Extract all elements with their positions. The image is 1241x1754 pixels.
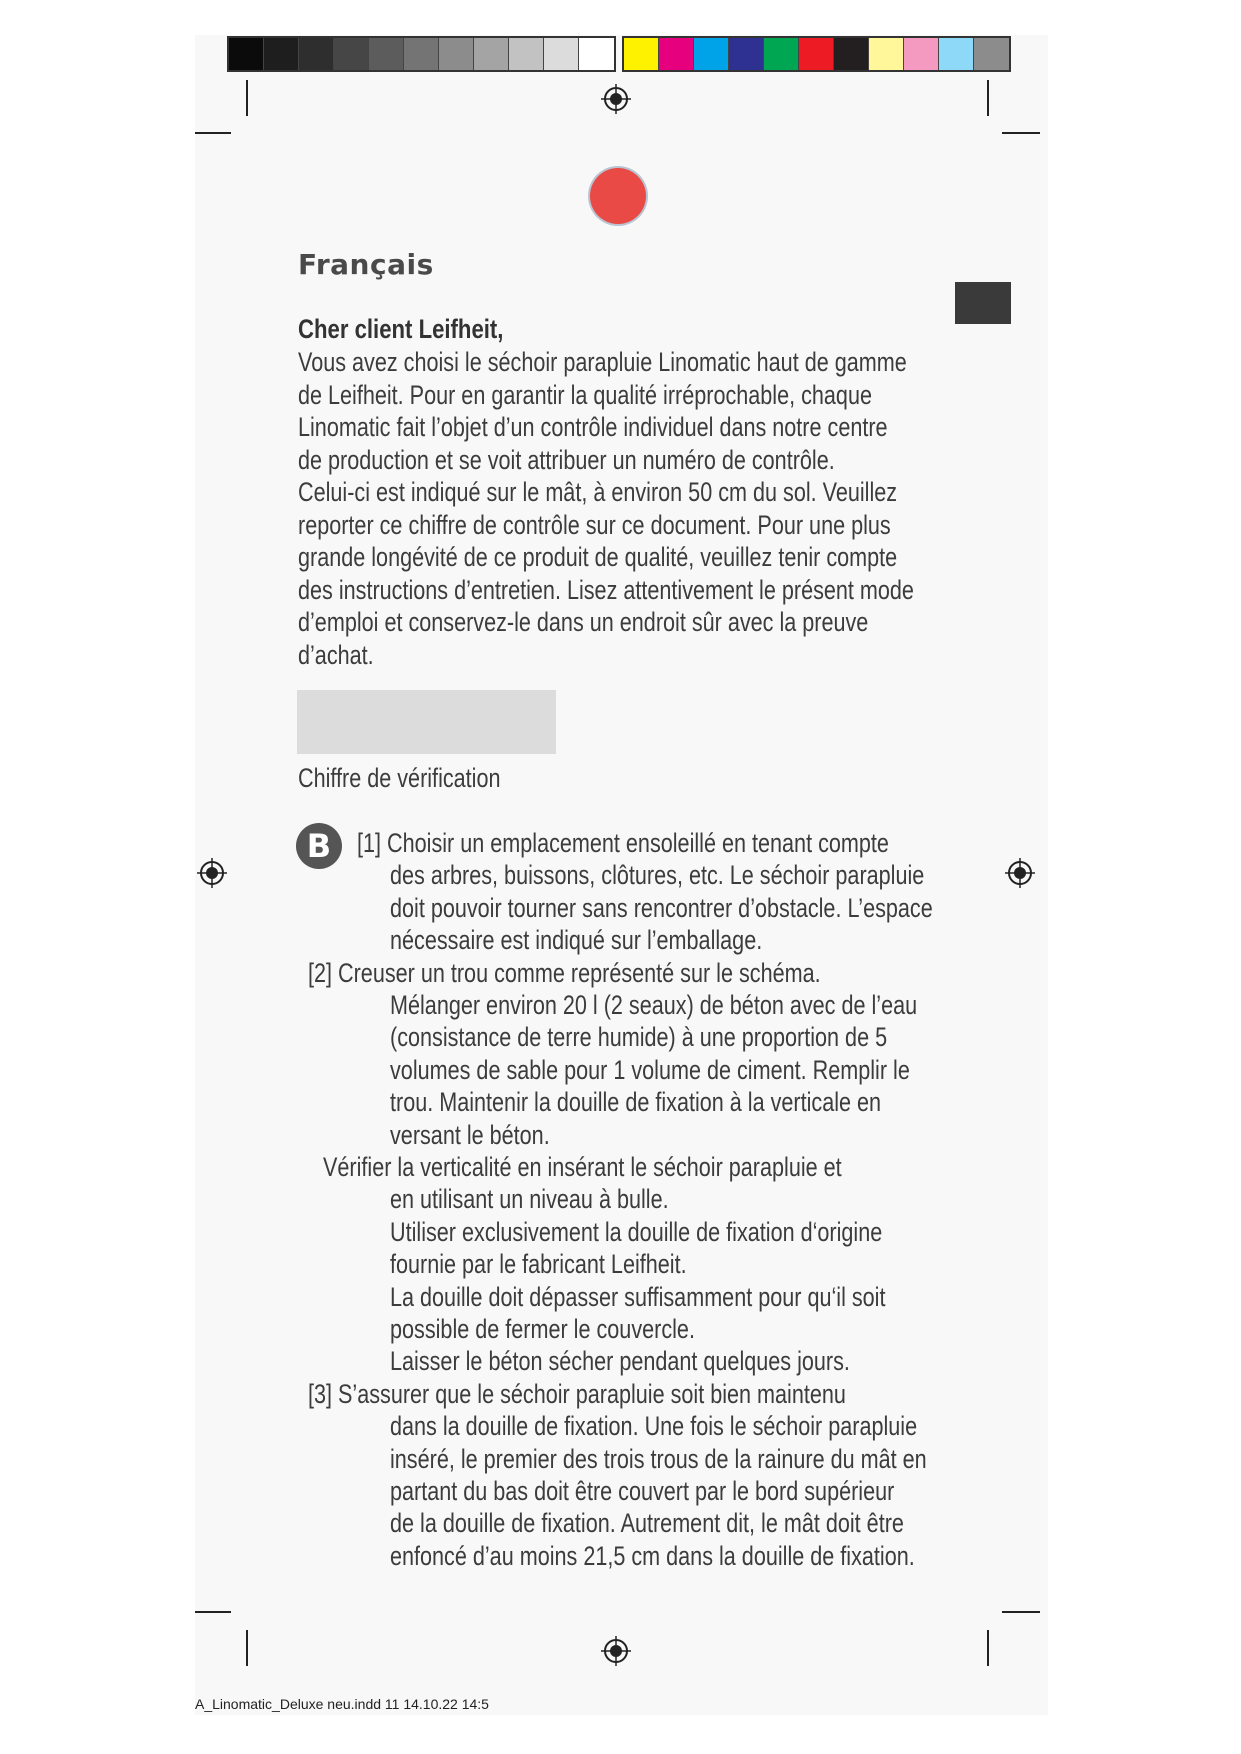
grayscale-swatch xyxy=(404,38,439,70)
crop-mark-top-right-vertical xyxy=(987,80,989,116)
step-line: de la douille de fixation. Autrement dit, le mât doit être xyxy=(390,1508,904,1539)
step-line: Vérifier la verticalité en insérant le séchoir parapluie et xyxy=(323,1152,842,1182)
grayscale-swatch xyxy=(509,38,544,70)
step-line: Laisser le béton sécher pendant quelques jours. xyxy=(390,1346,850,1377)
registration-mark-right-icon xyxy=(1005,858,1035,888)
crop-mark-bottom-left-vertical xyxy=(246,1630,248,1666)
crop-mark-top-left-horizontal xyxy=(195,132,231,134)
intro-line: des instructions d’entretien. Lisez attentivement le présent mode xyxy=(298,574,914,605)
intro-line: d’emploi et conservez-le dans un endroit sûr avec la preuve xyxy=(298,607,869,637)
grayscale-color-bar xyxy=(227,36,616,72)
grayscale-swatch xyxy=(299,38,334,70)
step-line: fournie par le fabricant Leifheit. xyxy=(390,1249,687,1280)
check-number-label: Chiffre de vérification xyxy=(298,763,501,793)
step-line: [2] Creuser un trou comme représenté sur le schéma. xyxy=(308,957,821,988)
grayscale-swatch xyxy=(474,38,509,70)
section-badge: B xyxy=(296,823,342,869)
grayscale-swatch xyxy=(439,38,474,70)
grayscale-swatch xyxy=(579,38,614,70)
intro-line: reporter ce chiffre de contrôle sur ce document. Pour une plus xyxy=(298,509,891,540)
step-line: en utilisant un niveau à bulle. xyxy=(390,1184,669,1215)
process-color-swatch xyxy=(974,38,1009,70)
step-line: (consistance de terre humide) à une proportion de 5 xyxy=(390,1022,888,1053)
red-marker-dot xyxy=(590,168,646,224)
step-line: Mélanger environ 20 l (2 seaux) de béton avec de l’eau xyxy=(390,990,918,1020)
step-line: [1] Choisir un emplacement ensoleillé en tenant compte xyxy=(357,828,889,858)
check-number-field xyxy=(297,690,556,754)
process-color-swatch xyxy=(764,38,799,70)
grayscale-swatch xyxy=(544,38,579,70)
language-tab-marker xyxy=(955,282,1011,324)
crop-mark-bottom-right-horizontal xyxy=(1002,1611,1040,1613)
crop-mark-bottom-left-horizontal xyxy=(195,1611,231,1613)
file-slug: A_Linomatic_Deluxe neu.indd 11 14.10.22 14:5 xyxy=(195,1696,489,1712)
process-color-swatch xyxy=(799,38,834,70)
intro-line: d’achat. xyxy=(298,639,374,670)
intro-paragraph xyxy=(298,346,914,671)
grayscale-swatch xyxy=(264,38,299,70)
intro-line: Linomatic fait l’objet d’un contrôle individuel dans notre centre xyxy=(298,412,888,442)
process-color-swatch xyxy=(939,38,974,70)
step-line: enfoncé d’au moins 21,5 cm dans la douille de fixation. xyxy=(390,1540,915,1571)
step-line: [3] S’assurer que le séchoir parapluie soit bien maintenu xyxy=(308,1378,846,1409)
step-line: trou. Maintenir la douille de fixation à la verticale en xyxy=(390,1087,882,1118)
registration-mark-bottom-icon xyxy=(601,1636,631,1666)
language-heading: Français xyxy=(298,248,434,281)
step-line: dans la douille de fixation. Une fois le séchoir parapluie xyxy=(390,1411,918,1442)
process-color-swatch xyxy=(904,38,939,70)
step-line: des arbres, buissons, clôtures, etc. Le séchoir parapluie xyxy=(390,860,925,891)
process-color-swatch xyxy=(659,38,694,70)
step-line: partant du bas doit être couvert par le bord supérieur xyxy=(390,1476,895,1506)
step-line: doit pouvoir tourner sans rencontrer d’obstacle. L’espace xyxy=(390,892,933,923)
grayscale-swatch xyxy=(229,38,264,70)
process-color-swatch xyxy=(694,38,729,70)
process-color-swatch xyxy=(729,38,764,70)
intro-line: de production et se voit attribuer un numéro de contrôle. xyxy=(298,444,835,475)
intro-line: Celui-ci est indiqué sur le mât, à environ 50 cm du sol. Veuillez xyxy=(298,477,898,507)
step-line: volumes de sable pour 1 volume de ciment. Remplir le xyxy=(390,1054,910,1085)
intro-line: de Leifheit. Pour en garantir la qualité irréprochable, chaque xyxy=(298,379,872,410)
step-line: possible de fermer le couvercle. xyxy=(390,1314,695,1344)
process-color-bar xyxy=(622,36,1011,72)
step-line: Utiliser exclusivement la douille de fixation d‘origine xyxy=(390,1216,883,1247)
process-color-swatch xyxy=(834,38,869,70)
intro-line: grande longévité de ce produit de qualité, veuillez tenir compte xyxy=(298,542,898,572)
step-line: inséré, le premier des trois trous de la rainure du mât en xyxy=(390,1443,927,1474)
step-line: nécessaire est indiqué sur l’emballage. xyxy=(390,925,763,956)
grayscale-swatch xyxy=(334,38,369,70)
grayscale-swatch xyxy=(369,38,404,70)
greeting-heading: Cher client Leifheit, xyxy=(298,314,504,344)
crop-mark-top-right-horizontal xyxy=(1002,132,1040,134)
process-color-swatch xyxy=(869,38,904,70)
process-color-swatch xyxy=(624,38,659,70)
step-line: La douille doit dépasser suffisamment pour qu‘il soit xyxy=(390,1281,886,1312)
intro-line: Vous avez choisi le séchoir parapluie Linomatic haut de gamme xyxy=(298,347,907,377)
crop-mark-top-left-vertical xyxy=(246,80,248,116)
step-line: versant le béton. xyxy=(390,1119,550,1150)
registration-mark-left-icon xyxy=(197,858,227,888)
registration-mark-top-icon xyxy=(601,84,631,114)
crop-mark-bottom-right-vertical xyxy=(987,1630,989,1666)
